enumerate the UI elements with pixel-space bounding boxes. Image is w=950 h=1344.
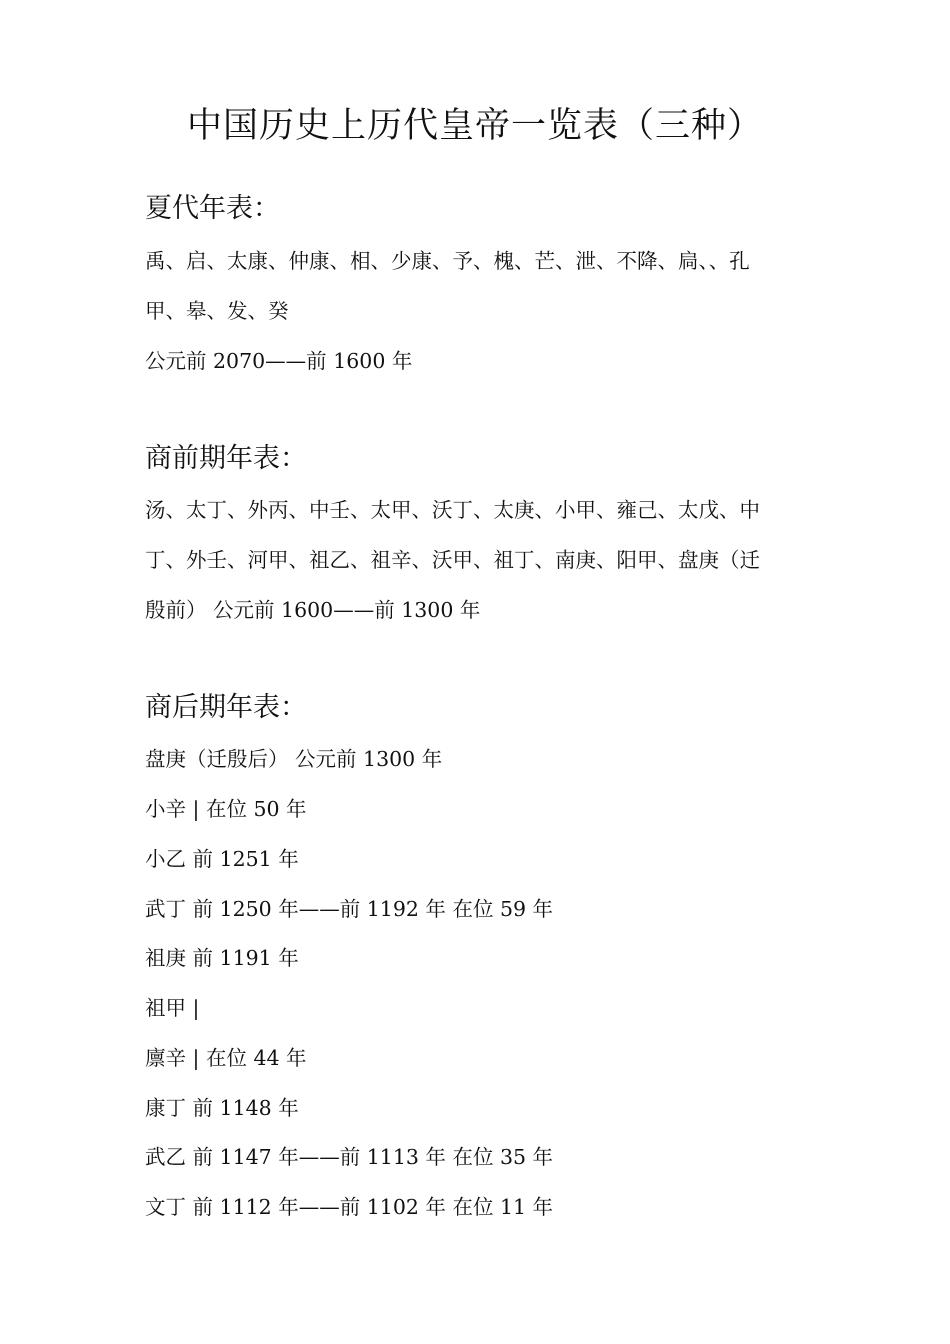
shang-late-line-5: 祖庚 前 1191 年 (145, 946, 299, 970)
xia-heading: 夏代年表： (145, 193, 280, 224)
shang-late-line-6: 祖甲 | (145, 996, 200, 1020)
shang-late-line-3: 小乙 前 1251 年 (145, 847, 299, 871)
shang-late-line-2: 小辛 | 在位 50 年 (145, 797, 307, 821)
shang-early-line-1: 汤、太丁、外丙、中壬、太甲、沃丁、太庚、小甲、雍己、太戊、中 (145, 498, 760, 522)
shang-late-line-7: 廪辛 | 在位 44 年 (145, 1046, 307, 1070)
xia-line-3: 公元前 2070——前 1600 年 (145, 349, 413, 373)
shang-late-line-8: 康丁 前 1148 年 (145, 1096, 299, 1120)
shang-late-heading: 商后期年表： (145, 692, 307, 723)
shang-late-line-1: 盘庚（迁殷后） 公元前 1300 年 (145, 747, 443, 771)
xia-line-2: 甲、皋、发、癸 (145, 299, 289, 323)
document-title: 中国历史上历代皇帝一览表（三种） (186, 106, 763, 146)
xia-line-1: 禹、启、太康、仲康、相、少康、予、槐、芒、泄、不降、扃、、孔 (145, 249, 750, 273)
shang-late-line-4: 武丁 前 1250 年——前 1192 年 在位 59 年 (145, 897, 554, 921)
shang-late-line-10: 文丁 前 1112 年——前 1102 年 在位 11 年 (145, 1195, 554, 1219)
shang-early-line-3: 殷前） 公元前 1600——前 1300 年 (145, 598, 481, 622)
shang-late-line-9: 武乙 前 1147 年——前 1113 年 在位 35 年 (145, 1145, 554, 1169)
shang-early-line-2: 丁、外壬、河甲、祖乙、祖辛、沃甲、祖丁、南庚、阳甲、盘庚（迁 (145, 548, 760, 572)
shang-early-heading: 商前期年表： (145, 443, 307, 474)
